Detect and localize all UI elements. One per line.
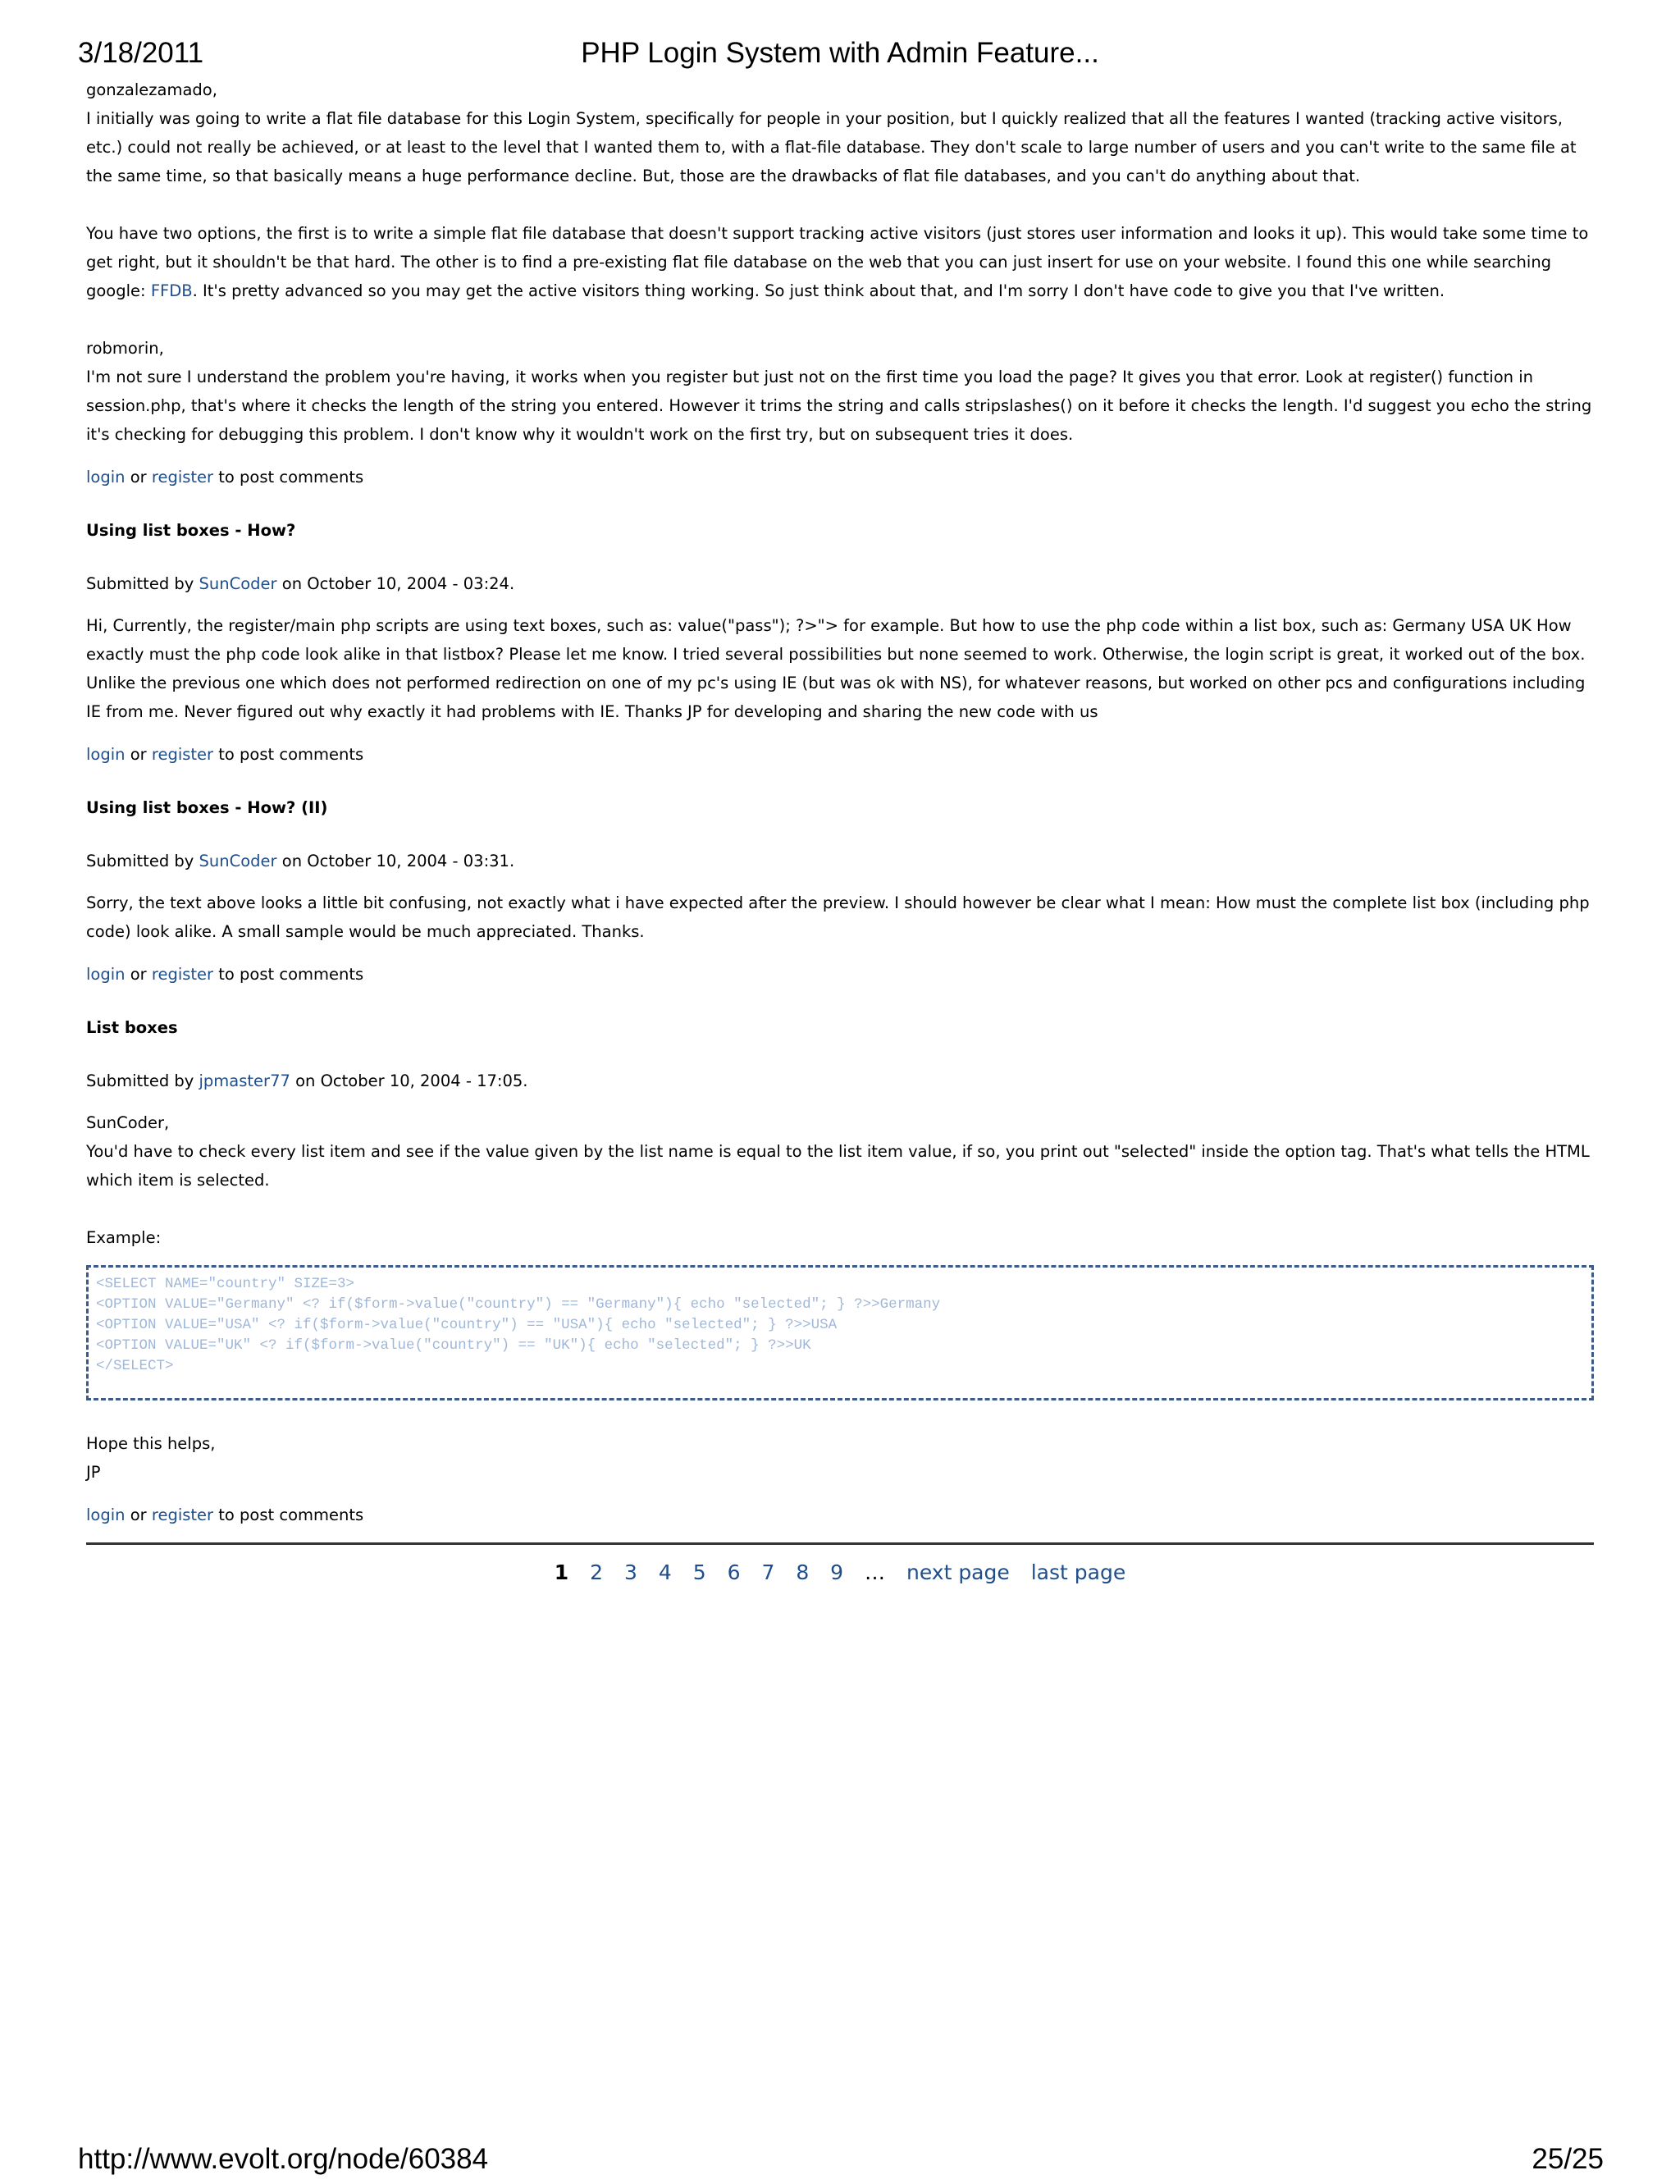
pager-page-link[interactable]: 3 [624, 1560, 637, 1584]
pager [86, 1558, 1594, 1587]
links-or: or [130, 468, 147, 487]
pager-page-link[interactable]: 4 [658, 1560, 672, 1584]
links-suffix: to post comments [218, 1505, 364, 1524]
author-link[interactable]: SunCoder [199, 852, 277, 870]
comment-paragraph [86, 1108, 1594, 1195]
comment-paragraph [86, 75, 1594, 190]
submitted-date: on October 10, 2004 - 03:31. [281, 852, 515, 870]
comment-body [86, 75, 1594, 449]
pager-page-link[interactable]: 7 [761, 1560, 775, 1584]
submitted-date: on October 10, 2004 - 03:24. [281, 574, 515, 593]
pager-page-link[interactable]: 9 [830, 1560, 844, 1584]
comment-title: List boxes [86, 1018, 178, 1037]
signature: JP [86, 1463, 101, 1482]
print-footer [0, 2143, 1680, 2184]
comment-links [86, 740, 1594, 769]
links-suffix: to post comments [218, 468, 364, 487]
register-link[interactable]: register [151, 745, 214, 764]
page-number: 25/25 [1532, 2143, 1604, 2175]
pager-page-link[interactable]: 2 [590, 1560, 604, 1584]
pager-current-page: 1 [554, 1560, 569, 1584]
submitted-line [86, 847, 1594, 875]
print-header [0, 37, 1680, 78]
submitted-prefix: Submitted by [86, 574, 194, 593]
submitted-line [86, 569, 1594, 598]
comment-links [86, 960, 1594, 989]
author-link[interactable]: jpmaster77 [199, 1071, 290, 1090]
comment-title: Using list boxes - How? [86, 521, 296, 540]
links-or: or [130, 1505, 147, 1524]
addressee: gonzalezamado, [86, 80, 217, 99]
author-link[interactable]: SunCoder [199, 574, 277, 593]
paragraph-text: I initially was going to write a flat file database for this Login System, specifically for people in your position, but I quickly realized that all the features I wanted (tracking active visitors, etc.) could not really be achieved, or at least to the level that I wanted them to, with a flat-file database. They don't scale to large number of users and you can't write to the same file at the same time, so that basically means a huge performance decline. But, those are the drawbacks of flat file databases, and you can't do anything about that. [86, 109, 1577, 185]
submitted-line [86, 1067, 1594, 1095]
closing [86, 1429, 1594, 1487]
code-line: <OPTION VALUE="USA" <? if($form->value("country") == "USA"){ echo "selected"; } ?>>USA [96, 1317, 838, 1333]
comment-links [86, 463, 1594, 491]
login-link[interactable]: login [86, 468, 126, 487]
register-link[interactable]: register [151, 965, 214, 984]
submitted-prefix: Submitted by [86, 852, 194, 870]
login-link[interactable]: login [86, 1505, 126, 1524]
comment-body [86, 1108, 1594, 1252]
pager-ellipsis: … [865, 1560, 886, 1584]
code-block [86, 1265, 1594, 1400]
comment-links [86, 1501, 1594, 1529]
login-link[interactable]: login [86, 745, 126, 764]
submitted-prefix: Submitted by [86, 1071, 194, 1090]
comment-body [86, 611, 1594, 726]
paragraph-text: You have two options, the first is to write a simple flat file database that doesn't support tracking active visitors (just stores user information and looks it up). This would take some time to get right, but it shouldn't be that hard. The other is to find a pre-existing flat file database on the web that you can just insert for use on your website. I found this one while searching google: [86, 224, 1589, 300]
print-title: PHP Login System with Admin Feature... [581, 37, 1099, 69]
links-or: or [130, 965, 147, 984]
code-line: <OPTION VALUE="Germany" <? if($form->value("country") == "Germany"){ echo "selected"; } ?>>Germany [96, 1296, 941, 1313]
code-line: </SELECT> [96, 1358, 174, 1374]
comment-paragraph [86, 219, 1594, 305]
print-date: 3/18/2011 [78, 37, 204, 69]
submitted-date: on October 10, 2004 - 17:05. [295, 1071, 528, 1090]
comment [86, 516, 1594, 769]
ffdb-link[interactable]: FFDB [150, 281, 193, 300]
pager-divider [86, 1542, 1594, 1545]
comment-paragraph: Sorry, the text above looks a little bit confusing, not exactly what i have expected after the preview. I should however be clear what I mean: How must the complete list box (including php code) look alike. A small sample would be much appreciated. Thanks. [86, 893, 1590, 941]
closing-line: Hope this helps, [86, 1434, 216, 1453]
page-content [86, 75, 1594, 1587]
comment-title: Using list boxes - How? (II) [86, 798, 328, 817]
register-link[interactable]: register [151, 468, 214, 487]
links-suffix: to post comments [218, 745, 364, 764]
pager-page-link[interactable]: 6 [727, 1560, 741, 1584]
comment [86, 793, 1594, 989]
addressee: SunCoder, [86, 1113, 170, 1132]
register-link[interactable]: register [151, 1505, 214, 1524]
pager-page-link[interactable]: 5 [692, 1560, 706, 1584]
comment-body [86, 889, 1594, 946]
comment-paragraph: Hi, Currently, the register/main php scripts are using text boxes, such as: value("pass"); ?>"> for example. But how to use the php code within a list box, such as: Germany USA UK How exactly must the php code look alike in that listbox? Please let me know. I tried several possibilities but none seemed to work. Otherwise, the login script is great, it worked out of the box. Unlike the previous one which does not performed redirection on one of my pc's using IE (but was ok with NS), for whatever reasons, but worked on other pcs and configurations including IE from me. Never figured out why exactly it had problems with IE. Thanks JP for developing and sharing the new code with us [86, 616, 1586, 721]
login-link[interactable]: login [86, 965, 126, 984]
pager-page-link[interactable]: 8 [796, 1560, 810, 1584]
comment [86, 1013, 1594, 1529]
addressee: robmorin, [86, 339, 164, 358]
next-page-link[interactable]: next page [906, 1560, 1010, 1584]
paragraph-text: You'd have to check every list item and see if the value given by the list name is equal to the list item value, if so, you print out "selected" inside the option tag. That's what tells the HTML which item is selected. [86, 1142, 1590, 1190]
last-page-link[interactable]: last page [1030, 1560, 1126, 1584]
code-line: <OPTION VALUE="UK" <? if($form->value("country") == "UK"){ echo "selected"; } ?>>UK [96, 1337, 811, 1354]
paragraph-text: I'm not sure I understand the problem you're having, it works when you register but just not on the first time you load the page? It gives you that error. Look at register() function in session.php, that's where it checks the length of the string you entered. However it trims the string and calls stripslashes() on it before it checks the length. I'd suggest you echo the string it's checking for debugging this problem. I don't know why it wouldn't work on the first try, but on subsequent tries it does. [86, 368, 1592, 444]
page-url: http://www.evolt.org/node/60384 [78, 2143, 489, 2175]
paragraph-text: . It's pretty advanced so you may get the active visitors thing working. So just think about that, and I'm sorry I don't have code to give you that I've written. [192, 281, 1445, 300]
links-suffix: to post comments [218, 965, 364, 984]
comment-paragraph [86, 334, 1594, 449]
code-line: <SELECT NAME="country" SIZE=3> [96, 1276, 355, 1292]
example-label: Example: [86, 1228, 162, 1247]
links-or: or [130, 745, 147, 764]
